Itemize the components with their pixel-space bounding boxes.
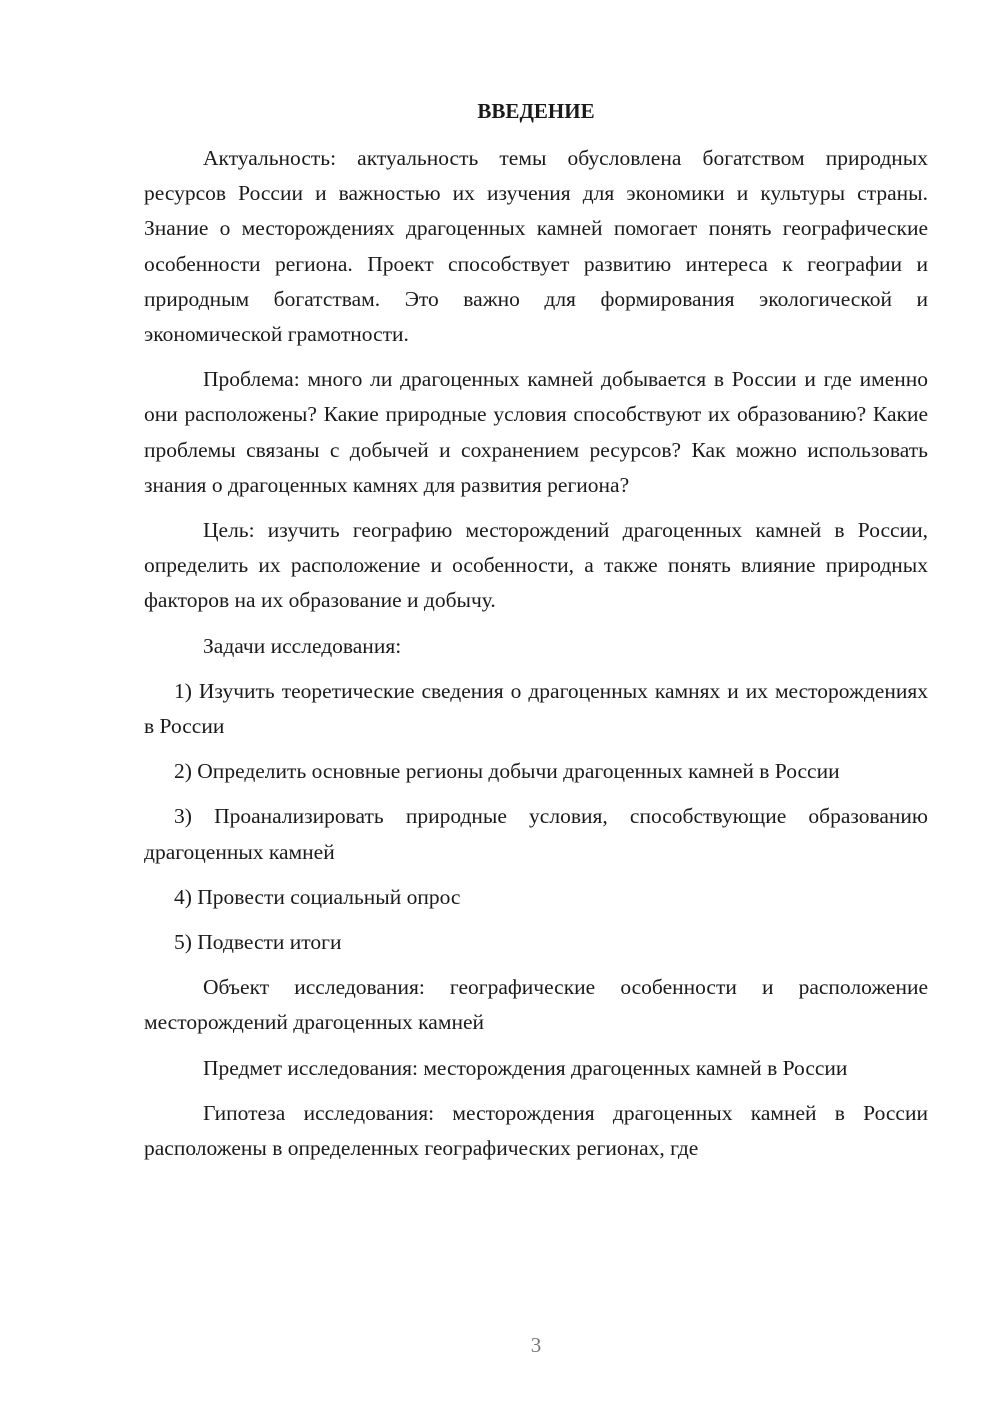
page-number: 3 [530,1333,542,1357]
section-title: ВВЕДЕНИЕ [477,99,595,123]
task-item-1: 1) Изучить теоретические сведения о драгоценных камнях и их месторождениях в России [144,678,928,739]
document-page [144,0,928,1414]
task-item-3: 3) Проанализировать природные условия, способствующие образованию драгоценных камней [144,804,928,864]
paragraph-relevance: Актуальность: актуальность темы обусловлена богатством природных ресурсов России и важностью их изучения для экономики и культуры страны. Знание о месторождениях драгоценных камней помогает понять географические особенности региона. Проект способствует развитию интереса к географии и природным богатствам. Это важно для формирования экологической и экономической грамотности. [144,146,928,347]
paragraph-problem: Проблема: много ли драгоценных камней добывается в России и где именно они расположены? Какие природные условия способствуют их образованию? Какие проблемы связаны с добычей и сохранением ресурсов? Как можно использовать знания о драгоценных камнях для развития региона? [144,367,928,497]
document-body [144,141,928,1166]
tasks-heading: Задачи исследования: [203,633,402,658]
paragraph-object: Объект исследования: географические особенности и расположение месторождений драгоценных камней [144,975,928,1035]
task-item-4: 4) Провести социальный опрос [174,884,461,909]
task-item-2: 2) Определить основные регионы добычи драгоценных камней в России [174,759,840,784]
paragraph-hypothesis: Гипотеза исследования: месторождения драгоценных камней в России расположены в определенных географических регионах, где [144,1100,928,1161]
task-item-5: 5) Подвести итоги [174,930,342,955]
paragraph-goal: Цель: изучить географию месторождений драгоценных камней в России, определить их расположение и особенности, а также понять влияние природных факторов на их образование и добычу. [144,518,928,613]
paragraph-subject: Предмет исследования: месторождения драгоценных камней в России [203,1055,848,1080]
